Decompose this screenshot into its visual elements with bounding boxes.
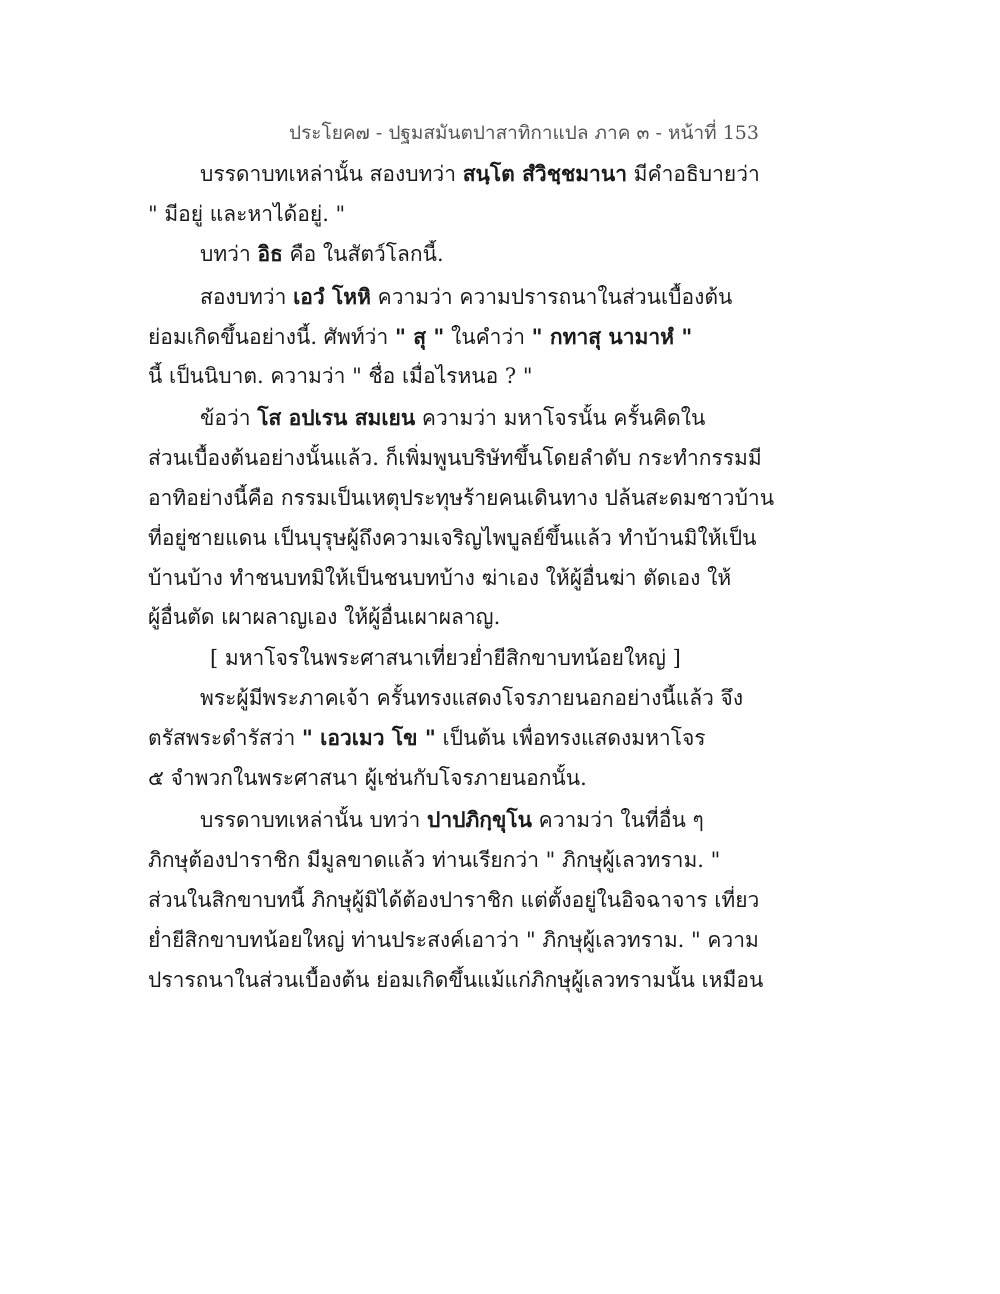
paragraph-6-line-2: ภิกษุต้องปาราชิก มีมูลขาดแล้ว ท่านเรียกว่า " ภิกษุผู้เลวทราม. " — [148, 848, 721, 872]
paragraph-3-line-1: สองบทว่า เอวํ โหหิ ความว่า ความปรารถนาในส่วนเบื้องต้น — [200, 284, 733, 309]
paragraph-4-line-5: บ้านบ้าง ทำชนบทมิให้เป็นชนบทบ้าง ฆ่าเอง ให้ผู้อื่นฆ่า ตัดเอง ให้ — [148, 566, 732, 590]
paragraph-6-line-4: ย่ำยีสิกขาบทน้อยใหญ่ ท่านประสงค์เอาว่า " ภิกษุผู้เลวทราม. " ความ — [148, 928, 759, 952]
paragraph-1-line-2: " มีอยู่ และหาได้อยู่. " — [148, 202, 346, 226]
paragraph-4-line-6: ผู้อื่นตัด เผาผลาญเอง ให้ผู้อื่นเผาผลาญ. — [148, 605, 501, 629]
paragraph-6-line-1: บรรดาบทเหล่านั้น บทว่า ปาปภิกฺขุโน ความว่า ในที่อื่น ๆ — [200, 807, 704, 832]
paragraph-6-line-3: ส่วนในสิกขาบทนี้ ภิกษุผู้มิได้ต้องปาราชิก แต่ตั้งอยู่ในอิจฉาจาร เที่ยว — [148, 888, 760, 912]
paragraph-5-line-3: ๕ จำพวกในพระศาสนา ผู้เช่นกับโจรภายนอกนั้น. — [148, 766, 587, 790]
running-header — [0, 118, 1000, 148]
pali-term: สนฺโต สํวิชฺชมานา — [462, 161, 627, 186]
paragraph-1-line-1: บรรดาบทเหล่านั้น สองบทว่า สนฺโต สํวิชฺชมานา มีคำอธิบายว่า — [200, 161, 760, 186]
paragraph-3-line-2: ย่อมเกิดขึ้นอย่างนี้. ศัพท์ว่า " สุ " ในคำว่า " กทาสุ นามาหํ " — [148, 324, 693, 349]
paragraph-5-line-1: พระผู้มีพระภาคเจ้า ครั้นทรงแสดงโจรภายนอกอย่างนี้แล้ว จึง — [200, 686, 744, 710]
paragraph-5-line-2: ตรัสพระดำรัสว่า " เอวเมว โข " เป็นต้น เพื่อทรงแสดงมหาโจร — [148, 725, 706, 750]
pali-term: " กทาสุ นามาหํ " — [531, 324, 693, 349]
pali-term: อิธ — [257, 241, 283, 266]
paragraph-4-line-4: ที่อยู่ชายแดน เป็นบุรุษผู้ถึงความเจริญไพบูลย์ขึ้นแล้ว ทำบ้านมิให้เป็น — [148, 526, 757, 550]
pali-term: ปาปภิกฺขุโน — [427, 807, 532, 832]
pali-term: โส อปเรน สมเยน — [257, 405, 416, 430]
paragraph-4-line-1: ข้อว่า โส อปเรน สมเยน ความว่า มหาโจรนั้น ครั้นคิดใน — [200, 405, 706, 430]
section-heading: [ มหาโจรในพระศาสนาเที่ยวย่ำยีสิกขาบทน้อยใหญ่ ] — [210, 646, 681, 670]
paragraph-4-line-3: อาทิอย่างนี้คือ กรรมเป็นเหตุประทุษร้ายคนเดินทาง ปล้นสะดมชาวบ้าน — [148, 486, 775, 510]
paragraph-2-line-1: บทว่า อิธ คือ ในสัตว์โลกนี้. — [200, 241, 444, 266]
pali-term: เอวํ โหหิ — [293, 284, 371, 309]
running-title: ประโยค๗ - ปฐมสมันตปาสาทิกาแปล ภาค ๓ - หน้าที่ 153 — [289, 122, 759, 144]
paragraph-4-line-2: ส่วนเบื้องต้นอย่างนั้นแล้ว. ก็เพิ่มพูนบริษัทขึ้นโดยลำดับ กระทำกรรมมี — [148, 446, 762, 470]
paragraph-6-line-5: ปรารถนาในส่วนเบื้องต้น ย่อมเกิดขึ้นแม้แก่ภิกษุผู้เลวทรามนั้น เหมือน — [148, 968, 764, 992]
pali-term: " เอวเมว โข " — [301, 725, 436, 750]
paragraph-3-line-3: นี้ เป็นนิบาต. ความว่า " ชื่อ เมื่อไรหนอ ? " — [148, 364, 533, 388]
pali-term: " สุ " — [394, 324, 445, 349]
